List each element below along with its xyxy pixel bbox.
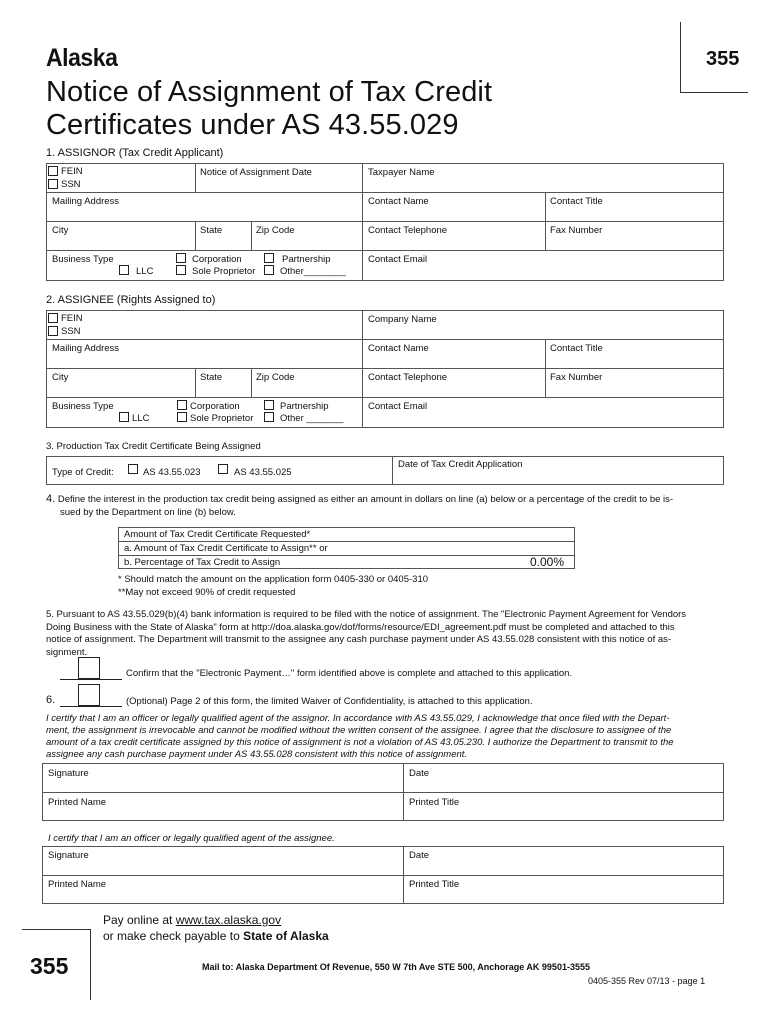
section6-number: 6. — [46, 694, 56, 706]
amount-requested-label: Amount of Tax Credit Certificate Requested* — [124, 529, 311, 540]
form-number-top: 355 — [706, 48, 740, 70]
assignor-signature-label: Signature — [48, 768, 89, 779]
assignor-sole-proprietor-checkbox[interactable] — [176, 265, 186, 275]
assignor-llc-checkbox[interactable] — [119, 265, 129, 275]
waiver-attached-checkbox[interactable] — [78, 684, 100, 706]
footer-box-top-line — [22, 929, 90, 930]
assignor-row-divider-3 — [46, 250, 724, 251]
section5-line1: 5. Pursuant to AS 43.55.029(b)(4) bank information is required to be filed with the notice of assignment. The "Electronic Payment Agreement for Vendors — [46, 609, 687, 620]
assignee-col-divider-e — [251, 368, 252, 397]
assignor-notice-date-label: Notice of Assignment Date — [200, 167, 312, 178]
section5-line2: Doing Business with the State of Alaska" form at http://doa.alaska.gov/dof/forms/resource/EDI_agreement.pdf must be completed and attached to this — [46, 621, 675, 633]
assignee-mailing-address-label: Mailing Address — [52, 343, 120, 354]
assignee-ssn-label: SSN — [61, 326, 81, 337]
assignor-col-divider-d — [195, 221, 196, 250]
form-revision: 0405-355 Rev 07/13 - page 1 — [588, 976, 706, 986]
assignor-fax-label: Fax Number — [550, 225, 603, 236]
assignor-sole-proprietor-label: Sole Proprietor — [192, 266, 256, 277]
credit-025-checkbox[interactable] — [218, 464, 228, 474]
assignor-llc-label: LLC — [136, 266, 154, 277]
assignee-row-divider-2 — [46, 368, 724, 369]
form-title — [46, 76, 492, 142]
form-title-line1: Notice of Assignment of Tax Credit — [46, 76, 493, 108]
assignee-partnership-checkbox[interactable] — [264, 400, 274, 410]
credit-025-label: AS 43.55.025 — [234, 467, 292, 478]
section5-line3: notice of assignment. The Department will transmit to the assignee any cash purchase payment under AS 43.55.028 consistent with this notice of as- — [46, 634, 672, 645]
assignor-signature-col-divider — [403, 763, 404, 821]
assignee-contact-telephone-label: Contact Telephone — [368, 372, 448, 383]
assignee-llc-label: LLC — [132, 413, 150, 424]
state-name: Alaska — [46, 44, 118, 72]
assignor-contact-email-label: Contact Email — [368, 254, 428, 265]
assignee-sole-proprietor-checkbox[interactable] — [177, 412, 187, 422]
assignee-other-checkbox[interactable] — [264, 412, 274, 422]
assignor-business-type-label: Business Type — [52, 254, 114, 265]
note-1: * Should match the amount on the application form 0405-330 or 0405-310 — [118, 574, 429, 585]
assignor-col-divider-e — [251, 221, 252, 250]
assignee-contact-email-label: Contact Email — [368, 401, 428, 412]
date-application-label: Date of Tax Credit Application — [398, 459, 523, 470]
pay-online-line — [103, 912, 329, 928]
section5-text — [46, 609, 736, 659]
assignor-fein-label: FEIN — [61, 166, 83, 177]
assignee-contact-title-label: Contact Title — [550, 343, 603, 354]
certify-assignor-line2: ment, the assignment is irrevocable and cannot be modified without the written consent of the assignee. I agree that the disclosure to assignee of the — [46, 725, 672, 736]
assignee-printed-title-label: Printed Title — [409, 879, 460, 890]
assignor-taxpayer-name-label: Taxpayer Name — [368, 167, 435, 178]
section3-heading: 3. Production Tax Credit Certificate Being Assigned — [46, 441, 261, 452]
assignee-col-divider-c — [545, 339, 546, 397]
assignee-signature-row-divider — [42, 875, 724, 876]
assignor-signature-row-divider — [42, 792, 724, 793]
check-payable-line — [103, 928, 329, 944]
percentage-assign-label: b. Percentage of Tax Credit to Assign — [124, 557, 281, 568]
assignor-contact-name-label: Contact Name — [368, 196, 429, 207]
section5-line4: signment. — [46, 646, 88, 658]
tax-website-link[interactable]: www.tax.alaska.gov — [175, 913, 282, 927]
certify-assignor-text — [46, 713, 736, 761]
assignor-col-divider-a — [195, 163, 196, 192]
assignee-heading: 2. ASSIGNEE (Rights Assigned to) — [46, 294, 216, 306]
assignor-corporation-label: Corporation — [192, 254, 242, 265]
assignor-printed-name-label: Printed Name — [48, 797, 107, 808]
top-box-underline — [680, 92, 748, 93]
assignee-contact-name-label: Contact Name — [368, 343, 429, 354]
mail-to-address: Mail to: Alaska Department Of Revenue, 550 W 7th Ave STE 500, Anchorage AK 99501-3555 — [202, 962, 590, 972]
assignor-partnership-checkbox[interactable] — [264, 253, 274, 263]
assignee-business-type-label: Business Type — [52, 401, 114, 412]
note-2: **May not exceed 90% of credit requested — [118, 587, 296, 598]
assignor-partnership-label: Partnership — [282, 254, 331, 265]
top-box-divider — [680, 22, 681, 92]
form-title-line2: Certificates under AS 43.55.029 — [46, 109, 459, 141]
assignor-other-label: Other________ — [280, 266, 347, 277]
assignor-ssn-checkbox[interactable] — [48, 179, 58, 189]
section4-text — [46, 493, 726, 519]
assignor-date-label: Date — [409, 768, 430, 779]
assignee-printed-name-label: Printed Name — [48, 879, 107, 890]
assignor-col-divider-b — [362, 163, 363, 281]
section4-number: 4. — [46, 493, 56, 505]
assignee-signature-label: Signature — [48, 850, 89, 861]
assignor-contact-title-label: Contact Title — [550, 196, 603, 207]
certify-assignor-line3: amount of a tax credit certificate assigned by this notice of assignment is not a violation of AS 43.05.230. I authorize the Department to transmit to the — [46, 737, 674, 748]
assignee-row-divider-3 — [46, 397, 724, 398]
assignee-date-label: Date — [409, 850, 430, 861]
assignee-other-label: Other _______ — [280, 413, 344, 424]
assignee-signature-col-divider — [403, 846, 404, 904]
confirm-epayment-label: Confirm that the "Electronic Payment…" form identified above is complete and attached to this application. — [126, 668, 573, 679]
assignor-contact-telephone-label: Contact Telephone — [368, 225, 448, 236]
assignor-state-label: State — [200, 225, 223, 236]
check-payee: State of Alaska — [243, 929, 329, 943]
section4-text-line1: Define the interest in the production tax credit being assigned as either an amount in dollars on line (a) below or a percentage of the credit to be is- — [57, 494, 674, 505]
type-of-credit-label: Type of Credit: — [52, 467, 114, 478]
section6-underline — [60, 706, 122, 707]
assignor-other-checkbox[interactable] — [264, 265, 274, 275]
certify-assignor-line4: assignee any cash purchase payment under AS 43.55.028 consistent with this notice of assignment. — [46, 749, 468, 760]
form-number-bottom: 355 — [30, 953, 69, 979]
assignee-col-divider-d — [195, 368, 196, 397]
assignee-llc-checkbox[interactable] — [119, 412, 129, 422]
assignee-zip-label: Zip Code — [256, 372, 295, 383]
assignee-company-name-label: Company Name — [368, 314, 437, 325]
assignee-partnership-label: Partnership — [280, 401, 329, 412]
assignor-zip-label: Zip Code — [256, 225, 295, 236]
footer-box-divider — [90, 929, 91, 1000]
credit-023-label: AS 43.55.023 — [143, 467, 201, 478]
assignor-mailing-address-label: Mailing Address — [52, 196, 120, 207]
pay-online-prefix: Pay online at — [103, 913, 176, 927]
assignee-fein-label: FEIN — [61, 313, 83, 324]
section3-col-divider — [392, 456, 393, 485]
assignee-sole-proprietor-label: Sole Proprietor — [190, 413, 254, 424]
assignee-state-label: State — [200, 372, 223, 383]
assignee-city-label: City — [52, 372, 69, 383]
assignee-row-divider-1 — [46, 339, 724, 340]
credit-023-checkbox[interactable] — [128, 464, 138, 474]
assignor-corporation-checkbox[interactable] — [176, 253, 186, 263]
assignee-corporation-label: Corporation — [190, 401, 240, 412]
section4-row-divider-1 — [118, 541, 575, 542]
certify-assignor-line1: I certify that I am an officer or legally qualified agent of the assignor. In accordance with AS 43.55.029, I acknowledge that once filed with the Depart- — [46, 713, 670, 724]
waiver-attached-label: (Optional) Page 2 of this form, the limited Waiver of Confidentiality, is attached to this application. — [126, 696, 533, 707]
assignee-fax-label: Fax Number — [550, 372, 603, 383]
section4-text-line2: sued by the Department on line (b) below. — [60, 506, 236, 518]
payment-instructions — [103, 912, 329, 944]
amount-assign-label: a. Amount of Tax Credit Certificate to Assign** or — [124, 543, 328, 554]
assignor-row-divider-2 — [46, 221, 724, 222]
assignor-printed-title-label: Printed Title — [409, 797, 460, 808]
check-prefix: or make check payable to — [103, 929, 244, 943]
percentage-value[interactable]: 0.00% — [530, 555, 565, 569]
assignor-row-divider-1 — [46, 192, 724, 193]
confirm-epayment-checkbox[interactable] — [78, 657, 100, 679]
assignor-heading: 1. ASSIGNOR (Tax Credit Applicant) — [46, 147, 224, 159]
assignor-ssn-label: SSN — [61, 179, 81, 190]
assignor-city-label: City — [52, 225, 69, 236]
assignor-col-divider-c — [545, 192, 546, 250]
assignee-col-divider-b — [362, 310, 363, 428]
assignor-fein-checkbox[interactable] — [48, 166, 58, 176]
assignee-fein-checkbox[interactable] — [48, 313, 58, 323]
assignee-corporation-checkbox[interactable] — [177, 400, 187, 410]
section5-confirm-underline — [60, 679, 122, 680]
certify-assignee-text: I certify that I am an officer or legally qualified agent of the assignee. — [48, 833, 335, 844]
section4-row-divider-2 — [118, 555, 575, 556]
assignee-ssn-checkbox[interactable] — [48, 326, 58, 336]
